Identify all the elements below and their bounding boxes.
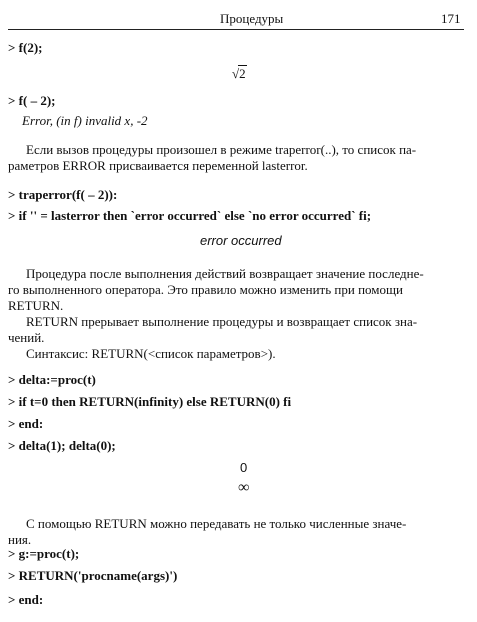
code-line-end-1: > end: [8, 416, 44, 431]
code-line-f2: > f(2); [8, 40, 43, 55]
running-header-title: Процедуры [220, 11, 284, 26]
paragraph-line: Если вызов процедуры произошел в режиме traperror(..), то список па- [26, 142, 417, 157]
code-line-return-procname: > RETURN('procname(args)') [8, 568, 178, 583]
error-output: Error, (in f) invalid x, -2 [22, 113, 148, 128]
paragraph-syntax [8, 346, 464, 362]
output-sqrt-2 [232, 66, 247, 82]
paragraph-traperror [8, 142, 464, 174]
code-line-f-neg2: > f( – 2); [8, 93, 56, 108]
paragraph-line: ния. [8, 532, 32, 547]
output-infinity: ∞ [238, 479, 250, 496]
paragraph-line: С помощью RETURN можно передавать не только численные значе- [26, 516, 407, 531]
paragraph-line: RETURN прерывает выполнение процедуры и возвращает список зна- [26, 314, 418, 329]
paragraph-line: го выполненного оператора. Это правило можно изменить при помощи [8, 282, 403, 297]
paragraph-line: чений. [8, 330, 45, 345]
paragraph-return-values [8, 516, 464, 548]
output-zero: 0 [240, 460, 248, 475]
radicand: 2 [239, 66, 246, 81]
code-line-delta-call: > delta(1); delta(0); [8, 438, 116, 453]
code-line-delta-if: > if t=0 then RETURN(infinity) else RETURN(0) fi [8, 394, 292, 409]
paragraph-return-rule [8, 266, 464, 314]
code-line-if-lasterror: > if '' = lasterror then `error occurred` else `no error occurred` fi; [8, 208, 372, 223]
paragraph-line: раметров ERROR присваивается переменной lasterror. [8, 158, 308, 173]
code-line-traperror: > traperror(f( – 2)): [8, 187, 118, 202]
paragraph-line: Процедура после выполнения действий возвращает значение последне- [26, 266, 424, 281]
output-error-occurred: error occurred [200, 233, 282, 248]
page-number: 171 [441, 11, 461, 26]
header-rule [8, 29, 464, 30]
paragraph-line: Синтаксис: RETURN(<список параметров>). [26, 346, 276, 361]
paragraph-return-desc [8, 314, 464, 346]
code-line-delta-proc: > delta:=proc(t) [8, 372, 96, 387]
code-line-g-proc: > g:=proc(t); [8, 546, 80, 561]
code-line-end-2: > end: [8, 592, 44, 607]
paragraph-line: RETURN. [8, 298, 64, 313]
radical-sign: √ [232, 66, 240, 81]
